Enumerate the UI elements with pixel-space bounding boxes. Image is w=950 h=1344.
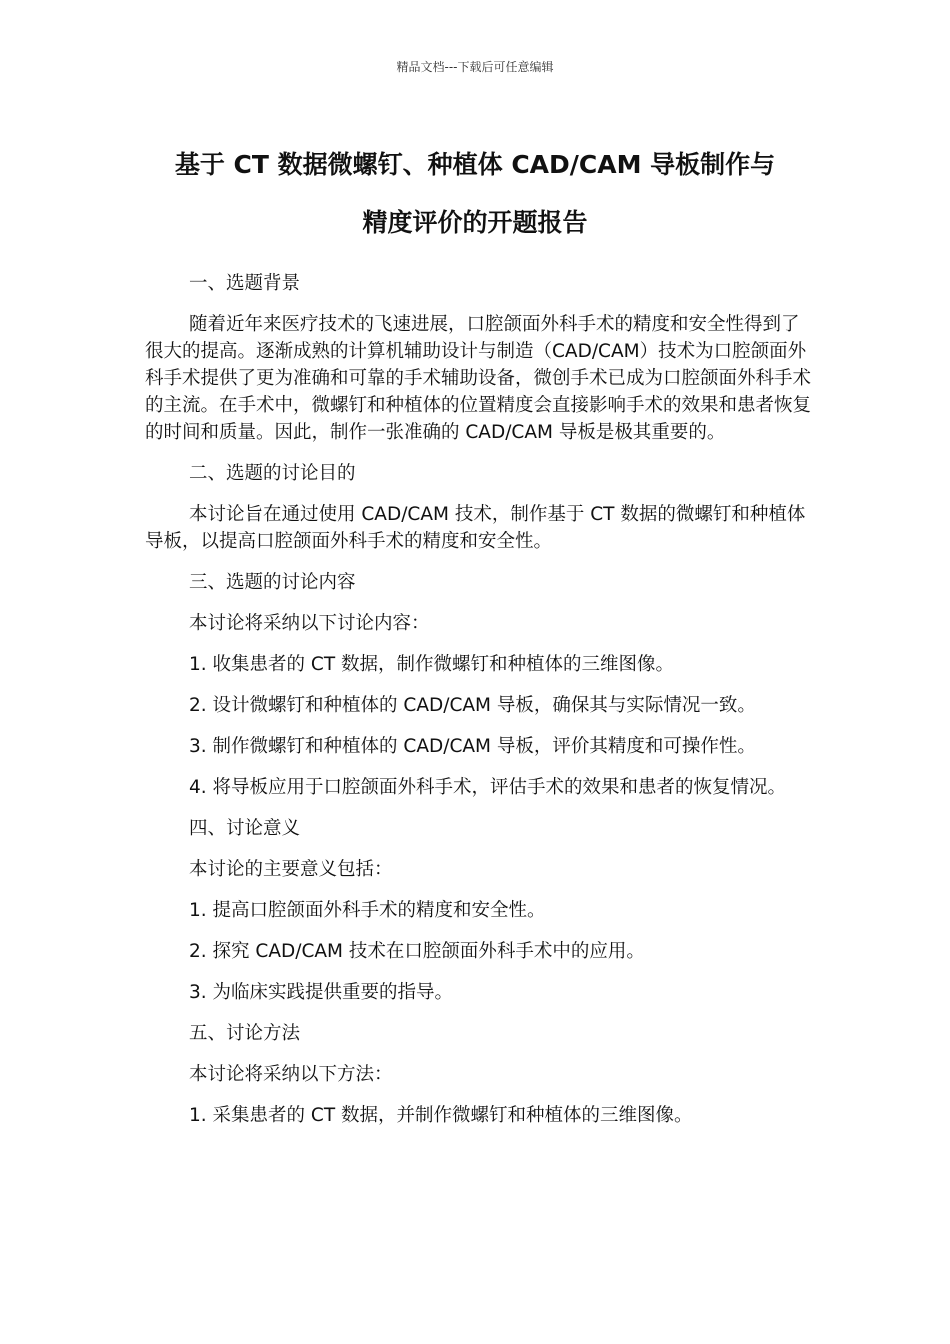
section-heading-content: 三、选题的讨论内容 [189,572,356,593]
paragraph-background: 随着近年来医疗技术的飞速进展，口腔颌面外科手术的精度和安全性得到了很大的提高。逐渐成熟的计算机辅助设计与制造（CAD/CAM）技术为口腔颌面外科手术提供了更为准确和可靠的手术辅助设备，微创手术已成为口腔颌面外科手术的主流。在手术中，微螺钉和种植体的位置精度会直接影响手术的效果和患者恢复的时间和质量。因此，制作一张准确的 CAD/CAM 导板是极其重要的。 [145,314,812,443]
paragraph-significance-intro: 本讨论的主要意义包括： [189,859,393,880]
list-item-significance-2: 2. 探究 CAD/CAM 技术在口腔颌面外科手术中的应用。 [189,941,645,962]
list-item-content-2: 2. 设计微螺钉和种植体的 CAD/CAM 导板，确保其与实际情况一致。 [189,695,756,716]
title-line-1: 基于 CT 数据微螺钉、种植体 CAD/CAM 导板制作与 [174,150,776,179]
section-heading-significance: 四、讨论意义 [189,818,301,839]
paragraph-methods-intro: 本讨论将采纳以下方法： [189,1064,393,1085]
document-title [120,136,830,252]
list-item-content-4: 4. 将导板应用于口腔颌面外科手术，评估手术的效果和患者的恢复情况。 [189,777,787,798]
list-item-significance-1: 1. 提高口腔颌面外科手术的精度和安全性。 [189,900,546,921]
section-heading-purpose: 二、选题的讨论目的 [189,463,356,484]
paragraph-content-intro: 本讨论将采纳以下讨论内容： [189,613,430,634]
list-item-content-3: 3. 制作微螺钉和种植体的 CAD/CAM 导板，评价其精度和可操作性。 [189,736,756,757]
header-watermark: 精品文档---下载后可任意编辑 [396,60,554,74]
paragraph-purpose: 本讨论旨在通过使用 CAD/CAM 技术，制作基于 CT 数据的微螺钉和种植体导板，以提高口腔颌面外科手术的精度和安全性。 [145,504,806,552]
section-heading-background: 一、选题背景 [189,273,301,294]
document-body [145,270,815,1143]
section-heading-methods: 五、讨论方法 [189,1023,301,1044]
list-item-methods-1: 1. 采集患者的 CT 数据，并制作微螺钉和种植体的三维图像。 [189,1105,693,1126]
list-item-significance-3: 3. 为临床实践提供重要的指导。 [189,982,454,1003]
list-item-content-1: 1. 收集患者的 CT 数据，制作微螺钉和种植体的三维图像。 [189,654,675,675]
title-line-2: 精度评价的开题报告 [362,208,588,237]
